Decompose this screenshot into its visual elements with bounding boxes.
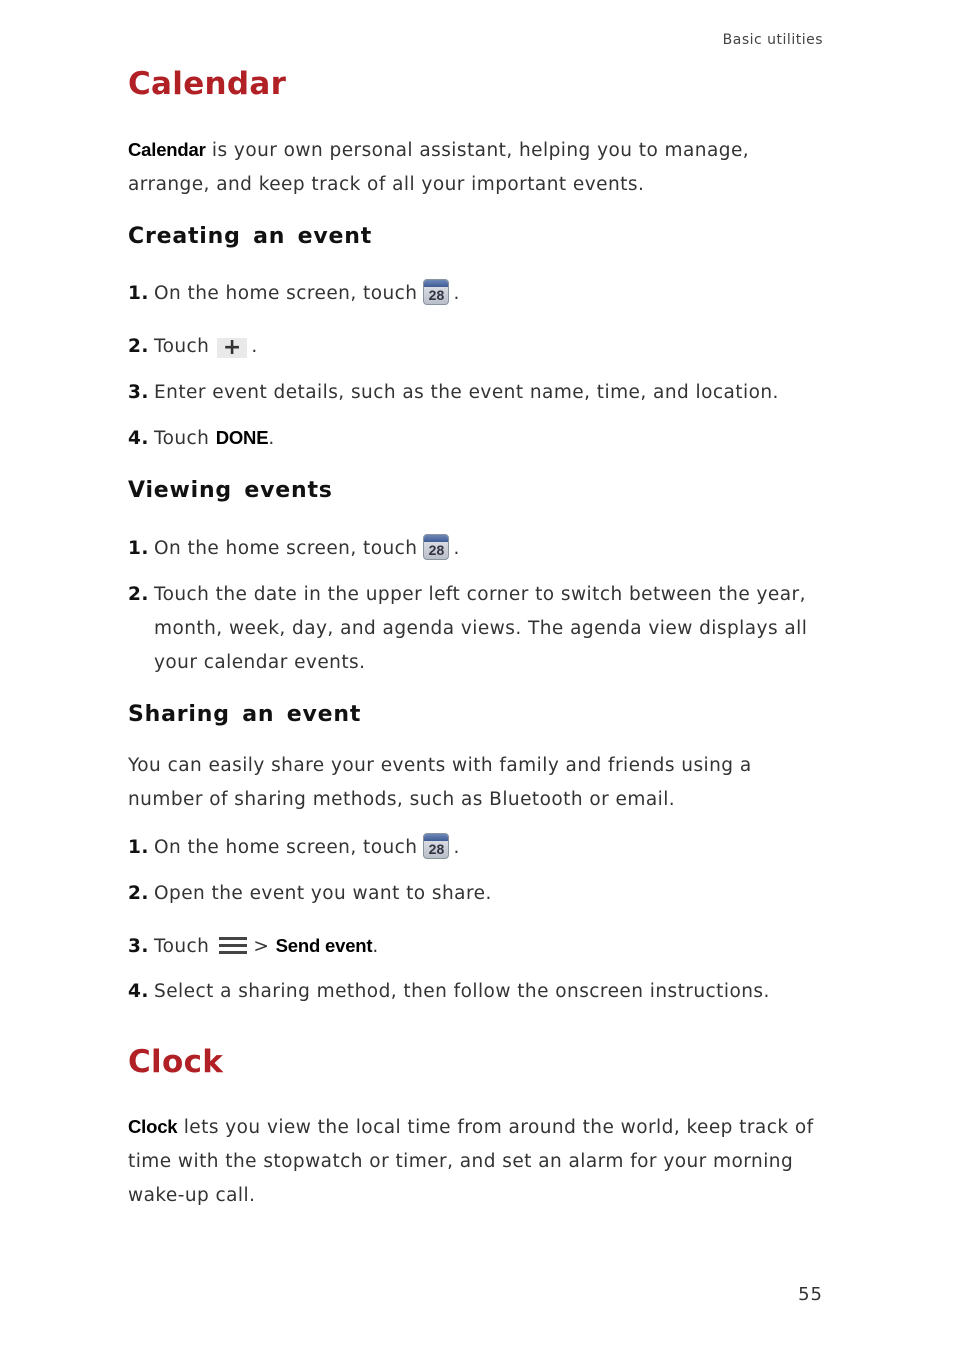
viewing-step-1 <box>128 532 828 566</box>
step-text: Select a sharing method, then follow the onscreen instructions. <box>154 981 770 1002</box>
calendar-intro-text: is your own personal assistant, helping you to manage, arrange, and keep track of all your important events. <box>128 140 750 195</box>
calendar-icon-label: 28 <box>428 841 445 857</box>
clock-intro-text: lets you view the local time from around the world, keep track of time with the stopwatch or timer, and set an alarm for your morning wake-up call. <box>128 1117 814 1206</box>
menu-icon <box>219 935 247 955</box>
step-number: 2. <box>128 584 149 605</box>
step-text: Touch <box>154 336 210 357</box>
plus-icon: + <box>217 338 247 358</box>
step-punct: . <box>268 428 275 449</box>
step-number: 2. <box>128 336 149 357</box>
calendar-intro <box>128 133 828 202</box>
viewing-step-2 <box>128 578 828 680</box>
step-number: 4. <box>128 428 149 449</box>
step-text: On the home screen, touch <box>154 837 418 858</box>
calendar-icon <box>423 833 449 859</box>
sharing-step-3 <box>128 929 828 964</box>
sharing-step-4 <box>128 975 828 1009</box>
creating-step-3 <box>128 376 828 410</box>
send-event-label: Send event <box>275 935 373 956</box>
step-punct: . <box>251 336 258 357</box>
menu-separator: > <box>253 936 276 957</box>
creating-event-heading: Creating an event <box>128 224 373 249</box>
step-text: Touch <box>154 428 216 449</box>
step-text: Touch the date in the upper left corner to switch between the year, month, week, day, and agenda views. The agenda view displays all your calendar events. <box>154 584 808 673</box>
clock-intro <box>128 1110 828 1213</box>
creating-step-2 <box>128 330 828 364</box>
running-header: Basic utilities <box>722 32 823 48</box>
step-number: 3. <box>128 936 149 957</box>
calendar-title: Calendar <box>128 66 287 102</box>
step-punct: . <box>453 538 460 559</box>
calendar-icon <box>423 279 449 305</box>
calendar-intro-bold: Calendar <box>128 139 206 160</box>
step-punct: . <box>372 936 379 957</box>
calendar-icon-label: 28 <box>428 542 445 558</box>
step-text: On the home screen, touch <box>154 538 418 559</box>
step-text: Enter event details, such as the event name, time, and location. <box>154 382 779 403</box>
clock-intro-bold: Clock <box>128 1116 178 1137</box>
sharing-step-1 <box>128 831 828 865</box>
page-number: 55 <box>798 1284 823 1305</box>
step-punct: . <box>453 837 460 858</box>
step-number: 1. <box>128 283 149 304</box>
sharing-step-2 <box>128 877 828 911</box>
creating-step-4 <box>128 421 828 456</box>
step-text: Touch <box>154 936 210 957</box>
viewing-events-heading: Viewing events <box>128 478 333 503</box>
sharing-intro: You can easily share your events with family and friends using a number of sharing methods, such as Bluetooth or email. <box>128 755 752 810</box>
step-number: 4. <box>128 981 149 1002</box>
step-text: Open the event you want to share. <box>154 883 492 904</box>
step-number: 2. <box>128 883 149 904</box>
step-text: On the home screen, touch <box>154 283 418 304</box>
step-number: 3. <box>128 382 149 403</box>
creating-step-1 <box>128 277 828 311</box>
calendar-icon <box>423 534 449 560</box>
step-number: 1. <box>128 538 149 559</box>
step-punct: . <box>453 283 460 304</box>
calendar-icon-label: 28 <box>428 287 445 303</box>
done-label: DONE <box>215 427 269 448</box>
sharing-event-heading: Sharing an event <box>128 702 362 727</box>
step-number: 1. <box>128 837 149 858</box>
clock-title: Clock <box>128 1044 224 1080</box>
